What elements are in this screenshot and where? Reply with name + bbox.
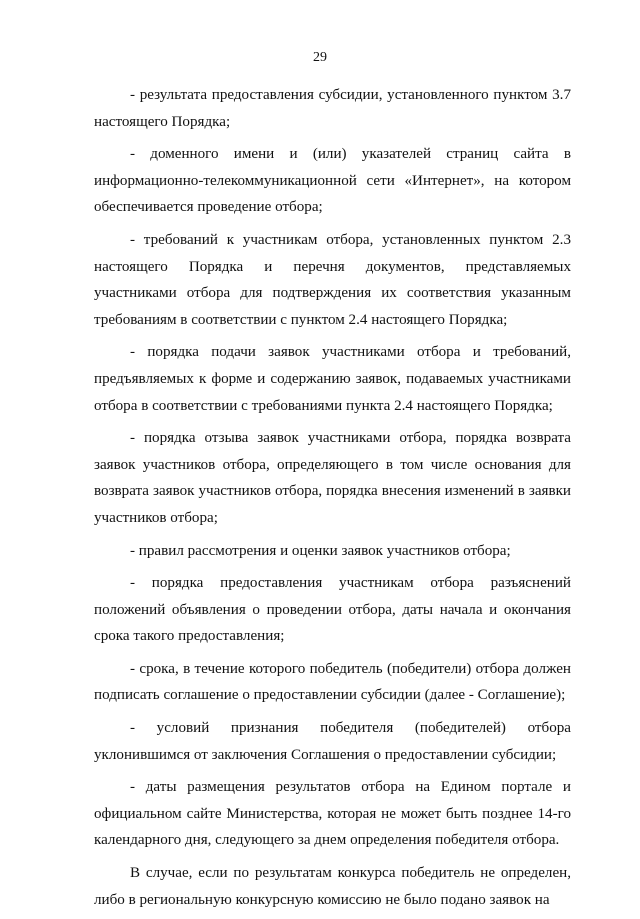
paragraph: В случае, если по результатам конкурса победитель не определен, либо в региональную конкурсную комиссию не было подано заявок на — [94, 865, 571, 908]
document-body — [94, 82, 571, 919]
paragraph: - результата предоставления субсидии, установленного пунктом 3.7 настоящего Порядка; — [94, 87, 571, 130]
paragraph: - условий признания победителя (победителей) отбора уклонившимся от заключения Соглашения о предоставлении субсидии; — [94, 720, 571, 763]
paragraph: - порядка подачи заявок участниками отбора и требований, предъявляемых к форме и содержанию заявок, подаваемых участниками отбора в соответствии с требованиями пункта 2.4 настоящего Порядка; — [94, 344, 571, 414]
paragraph: - порядка предоставления участникам отбора разъяснений положений объявления о проведении отбора, даты начала и окончания срока такого предоставления; — [94, 575, 571, 645]
paragraph: - требований к участникам отбора, установленных пунктом 2.3 настоящего Порядка и перечня документов, представляемых участниками отбора для подтверждения их соответствия указанным требованиям в соответствии с пунктом 2.4 настоящего Порядка; — [94, 231, 571, 328]
paragraph: - порядка отзыва заявок участниками отбора, порядка возврата заявок участников отбора, определяющего в том числе основания для возврата заявок участников отбора, порядка внесения изменений в заявки участников отбора; — [94, 430, 571, 526]
paragraph: - доменного имени и (или) указателей страниц сайта в информационно-телекоммуникационной сети «Интернет», на котором обеспечивается проведение отбора; — [94, 146, 571, 216]
page-number: 29 — [313, 50, 327, 65]
paragraph: - правил рассмотрения и оценки заявок участников отбора; — [130, 542, 511, 559]
paragraph: - даты размещения результатов отбора на Едином портале и официальном сайте Министерства, которая не может быть позднее 14-го календарного дня, следующего за днем определения победителя отбора. — [94, 779, 571, 849]
paragraph: - срока, в течение которого победитель (победители) отбора должен подписать соглашение о предоставлении субсидии (далее - Соглашение); — [94, 660, 571, 704]
